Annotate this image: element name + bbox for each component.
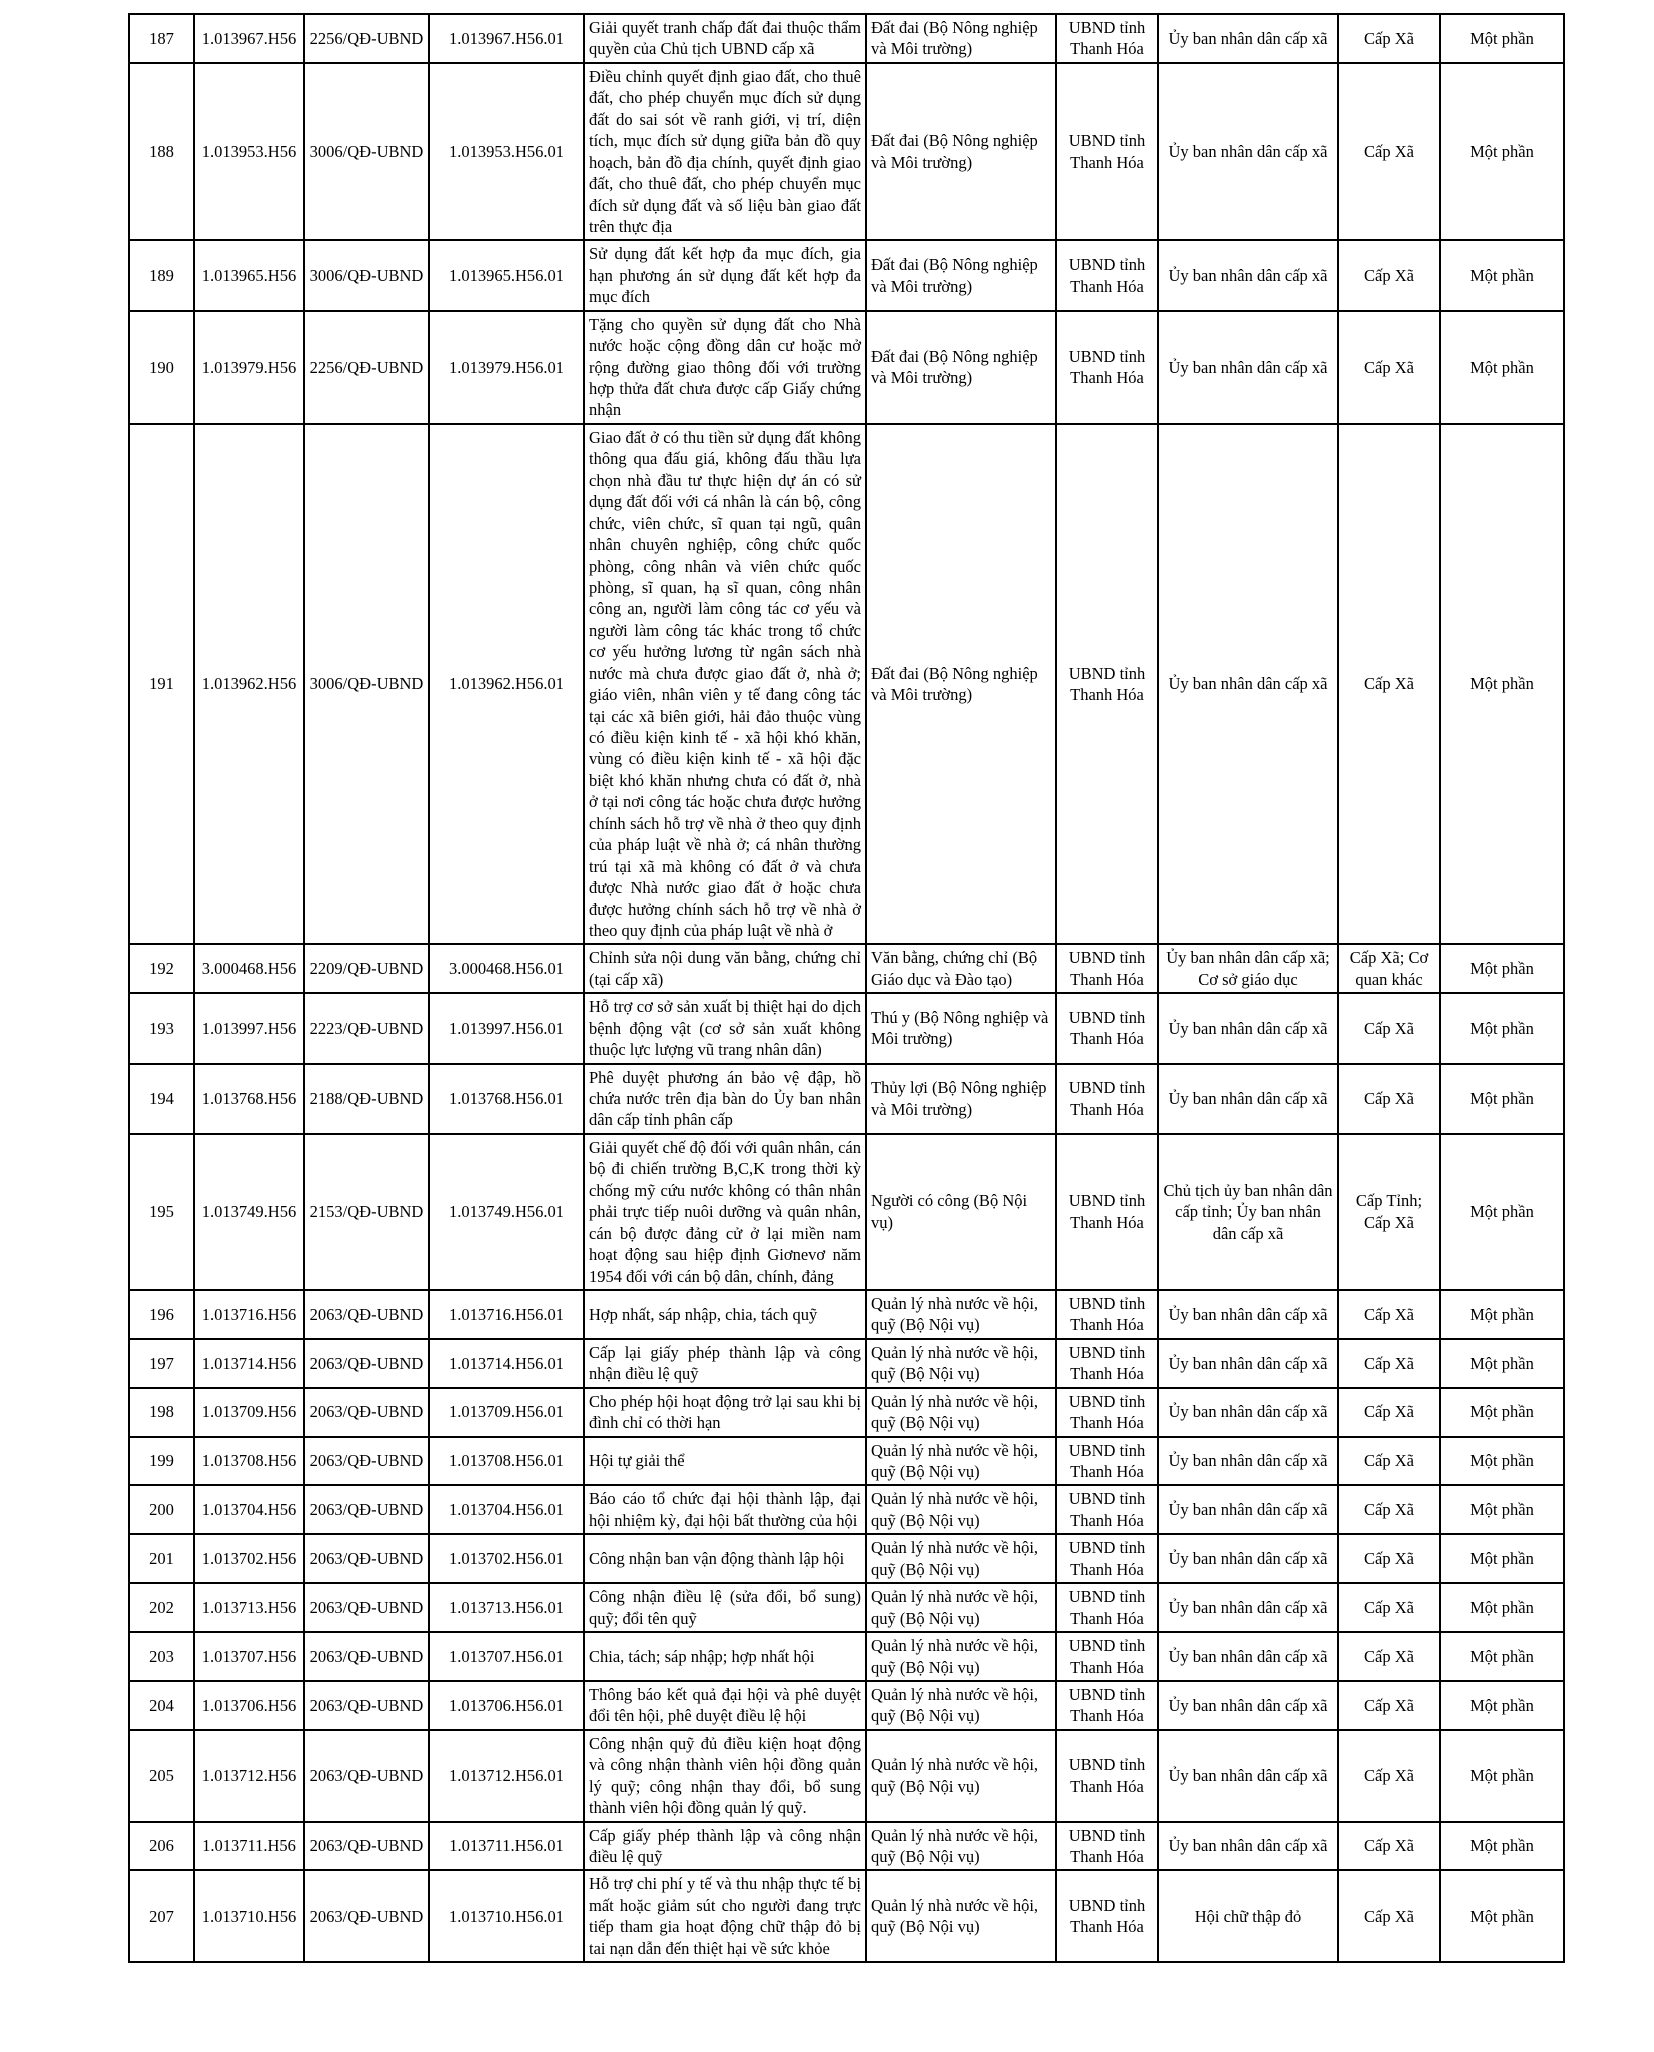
cell-field: Quản lý nhà nước về hội, quỹ (Bộ Nội vụ)	[866, 1583, 1056, 1632]
cell-procedure-code: 1.013965.H56	[194, 240, 304, 310]
cell-announcing-agency: UBND tỉnh Thanh Hóa	[1056, 1437, 1158, 1486]
cell-row-number: 205	[129, 1730, 194, 1822]
cell-executing-agency: Ủy ban nhân dân cấp xã	[1158, 311, 1338, 424]
table-row	[129, 1388, 1564, 1437]
cell-level: Cấp Xã	[1338, 1388, 1440, 1437]
cell-executing-agency: Ủy ban nhân dân cấp xã	[1158, 1437, 1338, 1486]
cell-decision-number: 2063/QĐ-UBND	[304, 1822, 429, 1871]
cell-procedure-code: 1.013962.H56	[194, 424, 304, 945]
cell-executing-agency: Ủy ban nhân dân cấp xã	[1158, 1534, 1338, 1583]
cell-scope: Một phần	[1440, 240, 1564, 310]
cell-procedure-code: 1.013713.H56	[194, 1583, 304, 1632]
cell-scope: Một phần	[1440, 1064, 1564, 1134]
cell-procedure-code: 1.013712.H56	[194, 1730, 304, 1822]
cell-announcing-agency: UBND tỉnh Thanh Hóa	[1056, 424, 1158, 945]
cell-procedure-subcode: 1.013711.H56.01	[429, 1822, 584, 1871]
cell-scope: Một phần	[1440, 993, 1564, 1063]
cell-executing-agency: Hội chữ thập đỏ	[1158, 1870, 1338, 1962]
cell-row-number: 200	[129, 1485, 194, 1534]
cell-scope: Một phần	[1440, 1437, 1564, 1486]
cell-announcing-agency: UBND tỉnh Thanh Hóa	[1056, 1290, 1158, 1339]
cell-level: Cấp Xã	[1338, 1730, 1440, 1822]
cell-field: Quản lý nhà nước về hội, quỹ (Bộ Nội vụ)	[866, 1437, 1056, 1486]
cell-procedure-subcode: 1.013714.H56.01	[429, 1339, 584, 1388]
cell-announcing-agency: UBND tỉnh Thanh Hóa	[1056, 944, 1158, 993]
cell-level: Cấp Tỉnh; Cấp Xã	[1338, 1134, 1440, 1290]
cell-row-number: 196	[129, 1290, 194, 1339]
cell-field: Quản lý nhà nước về hội, quỹ (Bộ Nội vụ)	[866, 1632, 1056, 1681]
cell-procedure-subcode: 3.000468.H56.01	[429, 944, 584, 993]
cell-level: Cấp Xã	[1338, 1485, 1440, 1534]
cell-procedure-name: Chia, tách; sáp nhập; hợp nhất hội	[584, 1632, 866, 1681]
cell-procedure-name: Giải quyết tranh chấp đất đai thuộc thẩm quyền của Chủ tịch UBND cấp xã	[584, 14, 866, 63]
cell-row-number: 194	[129, 1064, 194, 1134]
cell-field: Quản lý nhà nước về hội, quỹ (Bộ Nội vụ)	[866, 1339, 1056, 1388]
table-row	[129, 240, 1564, 310]
cell-row-number: 191	[129, 424, 194, 945]
cell-procedure-name: Cho phép hội hoạt động trở lại sau khi bị đình chỉ có thời hạn	[584, 1388, 866, 1437]
cell-scope: Một phần	[1440, 1534, 1564, 1583]
cell-level: Cấp Xã	[1338, 424, 1440, 945]
cell-procedure-name: Hỗ trợ cơ sở sản xuất bị thiệt hại do dịch bệnh động vật (cơ sở sản xuất không thuộc lực lượng vũ trang nhân dân)	[584, 993, 866, 1063]
cell-procedure-code: 1.013967.H56	[194, 14, 304, 63]
cell-announcing-agency: UBND tỉnh Thanh Hóa	[1056, 1870, 1158, 1962]
cell-executing-agency: Ủy ban nhân dân cấp xã	[1158, 1583, 1338, 1632]
cell-executing-agency: Ủy ban nhân dân cấp xã	[1158, 424, 1338, 945]
cell-procedure-subcode: 1.013710.H56.01	[429, 1870, 584, 1962]
cell-executing-agency: Ủy ban nhân dân cấp xã	[1158, 1632, 1338, 1681]
cell-procedure-subcode: 1.013768.H56.01	[429, 1064, 584, 1134]
cell-announcing-agency: UBND tỉnh Thanh Hóa	[1056, 1730, 1158, 1822]
cell-field: Đất đai (Bộ Nông nghiệp và Môi trường)	[866, 63, 1056, 241]
cell-executing-agency: Chủ tịch ủy ban nhân dân cấp tỉnh; Ủy ban nhân dân cấp xã	[1158, 1134, 1338, 1290]
cell-level: Cấp Xã	[1338, 1632, 1440, 1681]
cell-decision-number: 3006/QĐ-UBND	[304, 63, 429, 241]
cell-row-number: 197	[129, 1339, 194, 1388]
cell-procedure-code: 1.013702.H56	[194, 1534, 304, 1583]
table-row	[129, 1290, 1564, 1339]
cell-field: Đất đai (Bộ Nông nghiệp và Môi trường)	[866, 311, 1056, 424]
table-row	[129, 1437, 1564, 1486]
cell-procedure-name: Tặng cho quyền sử dụng đất cho Nhà nước hoặc cộng đồng dân cư hoặc mở rộng đường giao thông đối với trường hợp thửa đất chưa được cấp Giấy chứng nhận	[584, 311, 866, 424]
cell-executing-agency: Ủy ban nhân dân cấp xã	[1158, 1681, 1338, 1730]
cell-procedure-code: 1.013706.H56	[194, 1681, 304, 1730]
cell-field: Đất đai (Bộ Nông nghiệp và Môi trường)	[866, 424, 1056, 945]
table-row	[129, 1730, 1564, 1822]
cell-row-number: 192	[129, 944, 194, 993]
cell-level: Cấp Xã	[1338, 1437, 1440, 1486]
cell-procedure-name: Điều chỉnh quyết định giao đất, cho thuê đất, cho phép chuyển mục đích sử dụng đất do sai sót về ranh giới, vị trí, diện tích, mục đích sử dụng giữa bản đồ quy hoạch, bản đồ địa chính, quyết định giao đất, cho thuê đất, cho phép chuyển mục đích sử dụng đất và số liệu bàn giao đất trên thực địa	[584, 63, 866, 241]
cell-procedure-code: 1.013979.H56	[194, 311, 304, 424]
cell-procedure-subcode: 1.013997.H56.01	[429, 993, 584, 1063]
cell-scope: Một phần	[1440, 1339, 1564, 1388]
table-row	[129, 1134, 1564, 1290]
cell-decision-number: 2209/QĐ-UBND	[304, 944, 429, 993]
cell-scope: Một phần	[1440, 1290, 1564, 1339]
cell-announcing-agency: UBND tỉnh Thanh Hóa	[1056, 1583, 1158, 1632]
cell-procedure-name: Sử dụng đất kết hợp đa mục đích, gia hạn phương án sử dụng đất kết hợp đa mục đích	[584, 240, 866, 310]
cell-field: Quản lý nhà nước về hội, quỹ (Bộ Nội vụ)	[866, 1388, 1056, 1437]
cell-scope: Một phần	[1440, 1134, 1564, 1290]
cell-level: Cấp Xã	[1338, 14, 1440, 63]
cell-decision-number: 2256/QĐ-UBND	[304, 14, 429, 63]
cell-announcing-agency: UBND tỉnh Thanh Hóa	[1056, 311, 1158, 424]
cell-announcing-agency: UBND tỉnh Thanh Hóa	[1056, 240, 1158, 310]
cell-procedure-name: Phê duyệt phương án bảo vệ đập, hồ chứa nước trên địa bàn do Ủy ban nhân dân cấp tỉnh phân cấp	[584, 1064, 866, 1134]
cell-executing-agency: Ủy ban nhân dân cấp xã	[1158, 1290, 1338, 1339]
cell-level: Cấp Xã	[1338, 1290, 1440, 1339]
cell-scope: Một phần	[1440, 1730, 1564, 1822]
cell-field: Quản lý nhà nước về hội, quỹ (Bộ Nội vụ)	[866, 1290, 1056, 1339]
cell-announcing-agency: UBND tỉnh Thanh Hóa	[1056, 1681, 1158, 1730]
cell-executing-agency: Ủy ban nhân dân cấp xã	[1158, 1064, 1338, 1134]
cell-scope: Một phần	[1440, 944, 1564, 993]
cell-decision-number: 2063/QĐ-UBND	[304, 1485, 429, 1534]
table-row	[129, 63, 1564, 241]
cell-decision-number: 2063/QĐ-UBND	[304, 1681, 429, 1730]
table-row	[129, 1534, 1564, 1583]
cell-scope: Một phần	[1440, 1388, 1564, 1437]
cell-decision-number: 2063/QĐ-UBND	[304, 1632, 429, 1681]
cell-field: Quản lý nhà nước về hội, quỹ (Bộ Nội vụ)	[866, 1822, 1056, 1871]
cell-procedure-name: Công nhận ban vận động thành lập hội	[584, 1534, 866, 1583]
cell-row-number: 207	[129, 1870, 194, 1962]
cell-executing-agency: Ủy ban nhân dân cấp xã; Cơ sở giáo dục	[1158, 944, 1338, 993]
cell-announcing-agency: UBND tỉnh Thanh Hóa	[1056, 1534, 1158, 1583]
cell-field: Quản lý nhà nước về hội, quỹ (Bộ Nội vụ)	[866, 1681, 1056, 1730]
cell-executing-agency: Ủy ban nhân dân cấp xã	[1158, 1388, 1338, 1437]
cell-decision-number: 2223/QĐ-UBND	[304, 993, 429, 1063]
table-row	[129, 424, 1564, 945]
cell-level: Cấp Xã	[1338, 1583, 1440, 1632]
cell-decision-number: 3006/QĐ-UBND	[304, 424, 429, 945]
table-row	[129, 1485, 1564, 1534]
cell-level: Cấp Xã; Cơ quan khác	[1338, 944, 1440, 993]
table-row	[129, 311, 1564, 424]
cell-executing-agency: Ủy ban nhân dân cấp xã	[1158, 63, 1338, 241]
cell-decision-number: 2063/QĐ-UBND	[304, 1870, 429, 1962]
cell-announcing-agency: UBND tỉnh Thanh Hóa	[1056, 1485, 1158, 1534]
cell-scope: Một phần	[1440, 1583, 1564, 1632]
cell-procedure-subcode: 1.013709.H56.01	[429, 1388, 584, 1437]
cell-procedure-subcode: 1.013953.H56.01	[429, 63, 584, 241]
cell-procedure-code: 1.013953.H56	[194, 63, 304, 241]
cell-row-number: 188	[129, 63, 194, 241]
cell-field: Quản lý nhà nước về hội, quỹ (Bộ Nội vụ)	[866, 1534, 1056, 1583]
cell-announcing-agency: UBND tỉnh Thanh Hóa	[1056, 1134, 1158, 1290]
cell-procedure-code: 1.013710.H56	[194, 1870, 304, 1962]
cell-procedure-code: 1.013997.H56	[194, 993, 304, 1063]
cell-executing-agency: Ủy ban nhân dân cấp xã	[1158, 240, 1338, 310]
cell-procedure-subcode: 1.013962.H56.01	[429, 424, 584, 945]
cell-level: Cấp Xã	[1338, 240, 1440, 310]
cell-executing-agency: Ủy ban nhân dân cấp xã	[1158, 1485, 1338, 1534]
cell-announcing-agency: UBND tỉnh Thanh Hóa	[1056, 1388, 1158, 1437]
cell-decision-number: 2063/QĐ-UBND	[304, 1730, 429, 1822]
cell-row-number: 202	[129, 1583, 194, 1632]
table-row	[129, 993, 1564, 1063]
cell-procedure-code: 1.013704.H56	[194, 1485, 304, 1534]
cell-level: Cấp Xã	[1338, 1822, 1440, 1871]
cell-field: Quản lý nhà nước về hội, quỹ (Bộ Nội vụ)	[866, 1870, 1056, 1962]
procedures-table-body	[129, 14, 1564, 1962]
cell-scope: Một phần	[1440, 63, 1564, 241]
cell-level: Cấp Xã	[1338, 1534, 1440, 1583]
cell-scope: Một phần	[1440, 14, 1564, 63]
cell-decision-number: 2063/QĐ-UBND	[304, 1290, 429, 1339]
cell-procedure-subcode: 1.013707.H56.01	[429, 1632, 584, 1681]
cell-executing-agency: Ủy ban nhân dân cấp xã	[1158, 993, 1338, 1063]
cell-announcing-agency: UBND tỉnh Thanh Hóa	[1056, 1822, 1158, 1871]
cell-decision-number: 2063/QĐ-UBND	[304, 1388, 429, 1437]
table-row	[129, 14, 1564, 63]
table-row	[129, 1822, 1564, 1871]
cell-procedure-name: Chỉnh sửa nội dung văn bằng, chứng chỉ (tại cấp xã)	[584, 944, 866, 993]
cell-row-number: 204	[129, 1681, 194, 1730]
cell-row-number: 193	[129, 993, 194, 1063]
cell-announcing-agency: UBND tỉnh Thanh Hóa	[1056, 14, 1158, 63]
cell-level: Cấp Xã	[1338, 1339, 1440, 1388]
cell-procedure-subcode: 1.013713.H56.01	[429, 1583, 584, 1632]
cell-procedure-subcode: 1.013706.H56.01	[429, 1681, 584, 1730]
cell-decision-number: 2188/QĐ-UBND	[304, 1064, 429, 1134]
cell-row-number: 190	[129, 311, 194, 424]
cell-procedure-subcode: 1.013749.H56.01	[429, 1134, 584, 1290]
cell-procedure-code: 1.013707.H56	[194, 1632, 304, 1681]
cell-procedure-subcode: 1.013708.H56.01	[429, 1437, 584, 1486]
cell-procedure-code: 1.013709.H56	[194, 1388, 304, 1437]
cell-scope: Một phần	[1440, 1485, 1564, 1534]
cell-executing-agency: Ủy ban nhân dân cấp xã	[1158, 1730, 1338, 1822]
cell-row-number: 203	[129, 1632, 194, 1681]
table-row	[129, 944, 1564, 993]
cell-announcing-agency: UBND tỉnh Thanh Hóa	[1056, 1339, 1158, 1388]
cell-row-number: 206	[129, 1822, 194, 1871]
cell-executing-agency: Ủy ban nhân dân cấp xã	[1158, 14, 1338, 63]
table-row	[129, 1632, 1564, 1681]
cell-decision-number: 2256/QĐ-UBND	[304, 311, 429, 424]
cell-level: Cấp Xã	[1338, 1064, 1440, 1134]
cell-procedure-name: Báo cáo tổ chức đại hội thành lập, đại hội nhiệm kỳ, đại hội bất thường của hội	[584, 1485, 866, 1534]
cell-decision-number: 3006/QĐ-UBND	[304, 240, 429, 310]
cell-level: Cấp Xã	[1338, 311, 1440, 424]
cell-level: Cấp Xã	[1338, 1870, 1440, 1962]
table-row	[129, 1064, 1564, 1134]
cell-procedure-name: Hỗ trợ chi phí y tế và thu nhập thực tế bị mất hoặc giảm sút cho người đang trực tiếp tham gia hoạt động chữ thập đỏ bị tai nạn dẫn đến thiệt hại về sức khỏe	[584, 1870, 866, 1962]
cell-procedure-code: 1.013749.H56	[194, 1134, 304, 1290]
cell-decision-number: 2153/QĐ-UBND	[304, 1134, 429, 1290]
cell-scope: Một phần	[1440, 1822, 1564, 1871]
cell-procedure-subcode: 1.013967.H56.01	[429, 14, 584, 63]
cell-announcing-agency: UBND tỉnh Thanh Hóa	[1056, 993, 1158, 1063]
cell-row-number: 199	[129, 1437, 194, 1486]
cell-procedure-name: Công nhận điều lệ (sửa đổi, bổ sung) quỹ; đổi tên quỹ	[584, 1583, 866, 1632]
table-row	[129, 1681, 1564, 1730]
cell-executing-agency: Ủy ban nhân dân cấp xã	[1158, 1822, 1338, 1871]
cell-procedure-code: 1.013716.H56	[194, 1290, 304, 1339]
cell-procedure-code: 1.013708.H56	[194, 1437, 304, 1486]
cell-field: Người có công (Bộ Nội vụ)	[866, 1134, 1056, 1290]
cell-decision-number: 2063/QĐ-UBND	[304, 1534, 429, 1583]
cell-announcing-agency: UBND tỉnh Thanh Hóa	[1056, 1632, 1158, 1681]
cell-row-number: 187	[129, 14, 194, 63]
cell-decision-number: 2063/QĐ-UBND	[304, 1339, 429, 1388]
cell-announcing-agency: UBND tỉnh Thanh Hóa	[1056, 1064, 1158, 1134]
cell-procedure-subcode: 1.013704.H56.01	[429, 1485, 584, 1534]
cell-level: Cấp Xã	[1338, 993, 1440, 1063]
cell-row-number: 189	[129, 240, 194, 310]
cell-field: Thủy lợi (Bộ Nông nghiệp và Môi trường)	[866, 1064, 1056, 1134]
cell-decision-number: 2063/QĐ-UBND	[304, 1437, 429, 1486]
cell-procedure-name: Hội tự giải thể	[584, 1437, 866, 1486]
cell-procedure-subcode: 1.013702.H56.01	[429, 1534, 584, 1583]
cell-scope: Một phần	[1440, 1870, 1564, 1962]
cell-procedure-name: Giao đất ở có thu tiền sử dụng đất không thông qua đấu giá, không đấu thầu lựa chọn nhà đầu tư thực hiện dự án có sử dụng đất đối với cá nhân là cán bộ, công chức, viên chức, sĩ quan tại ngũ, quân nhân chuyên nghiệp, công chức quốc phòng, công nhân và viên chức quốc phòng, sĩ quan, hạ sĩ quan, công nhân công an, người làm công tác cơ yếu và người làm công tác khác trong tổ chức cơ yếu hưởng lương từ ngân sách nhà nước mà chưa được giao đất ở, nhà ở; giáo viên, nhân viên y tế đang công tác tại các xã biên giới, hải đảo thuộc vùng có điều kiện kinh tế - xã hội khó khăn, vùng có điều kiện kinh tế - xã hội đặc biệt khó khăn nhưng chưa có đất ở, nhà ở tại nơi công tác hoặc chưa được hưởng chính sách hỗ trợ về nhà ở theo quy định của pháp luật về nhà ở; cá nhân thường trú tại xã mà không có đất ở và chưa được Nhà nước giao đất ở hoặc chưa được hưởng chính sách hỗ trợ về nhà ở theo quy định của pháp luật về nhà ở	[584, 424, 866, 945]
cell-procedure-subcode: 1.013965.H56.01	[429, 240, 584, 310]
cell-procedure-code: 1.013711.H56	[194, 1822, 304, 1871]
table-row	[129, 1339, 1564, 1388]
cell-procedure-code: 3.000468.H56	[194, 944, 304, 993]
cell-procedure-code: 1.013768.H56	[194, 1064, 304, 1134]
cell-field: Quản lý nhà nước về hội, quỹ (Bộ Nội vụ)	[866, 1730, 1056, 1822]
cell-procedure-subcode: 1.013716.H56.01	[429, 1290, 584, 1339]
cell-procedure-name: Giải quyết chế độ đối với quân nhân, cán bộ đi chiến trường B,C,K trong thời kỳ chống mỹ cứu nước không có thân nhân phải trực tiếp nuôi dưỡng và quân nhân, cán bộ được đảng cử ở lại miền nam hoạt động sau hiệp định Giơnevơ năm 1954 đối với cán bộ dân, chính, đảng	[584, 1134, 866, 1290]
cell-row-number: 198	[129, 1388, 194, 1437]
cell-level: Cấp Xã	[1338, 63, 1440, 241]
cell-field: Đất đai (Bộ Nông nghiệp và Môi trường)	[866, 240, 1056, 310]
cell-scope: Một phần	[1440, 1681, 1564, 1730]
cell-level: Cấp Xã	[1338, 1681, 1440, 1730]
cell-procedure-code: 1.013714.H56	[194, 1339, 304, 1388]
cell-row-number: 201	[129, 1534, 194, 1583]
cell-procedure-name: Cấp lại giấy phép thành lập và công nhận điều lệ quỹ	[584, 1339, 866, 1388]
cell-scope: Một phần	[1440, 311, 1564, 424]
cell-procedure-name: Hợp nhất, sáp nhập, chia, tách quỹ	[584, 1290, 866, 1339]
cell-procedure-subcode: 1.013712.H56.01	[429, 1730, 584, 1822]
cell-field: Văn bằng, chứng chỉ (Bộ Giáo dục và Đào tạo)	[866, 944, 1056, 993]
cell-row-number: 195	[129, 1134, 194, 1290]
cell-executing-agency: Ủy ban nhân dân cấp xã	[1158, 1339, 1338, 1388]
table-row	[129, 1583, 1564, 1632]
cell-announcing-agency: UBND tỉnh Thanh Hóa	[1056, 63, 1158, 241]
cell-scope: Một phần	[1440, 424, 1564, 945]
cell-procedure-name: Công nhận quỹ đủ điều kiện hoạt động và công nhận thành viên hội đồng quản lý quỹ; công nhận thay đổi, bổ sung thành viên hội đồng quản lý quỹ.	[584, 1730, 866, 1822]
cell-procedure-name: Thông báo kết quả đại hội và phê duyệt đổi tên hội, phê duyệt điều lệ hội	[584, 1681, 866, 1730]
table-row	[129, 1870, 1564, 1962]
cell-decision-number: 2063/QĐ-UBND	[304, 1583, 429, 1632]
cell-field: Quản lý nhà nước về hội, quỹ (Bộ Nội vụ)	[866, 1485, 1056, 1534]
cell-scope: Một phần	[1440, 1632, 1564, 1681]
cell-procedure-name: Cấp giấy phép thành lập và công nhận điều lệ quỹ	[584, 1822, 866, 1871]
cell-procedure-subcode: 1.013979.H56.01	[429, 311, 584, 424]
cell-field: Đất đai (Bộ Nông nghiệp và Môi trường)	[866, 14, 1056, 63]
cell-field: Thú y (Bộ Nông nghiệp và Môi trường)	[866, 993, 1056, 1063]
procedures-table	[128, 13, 1565, 1963]
